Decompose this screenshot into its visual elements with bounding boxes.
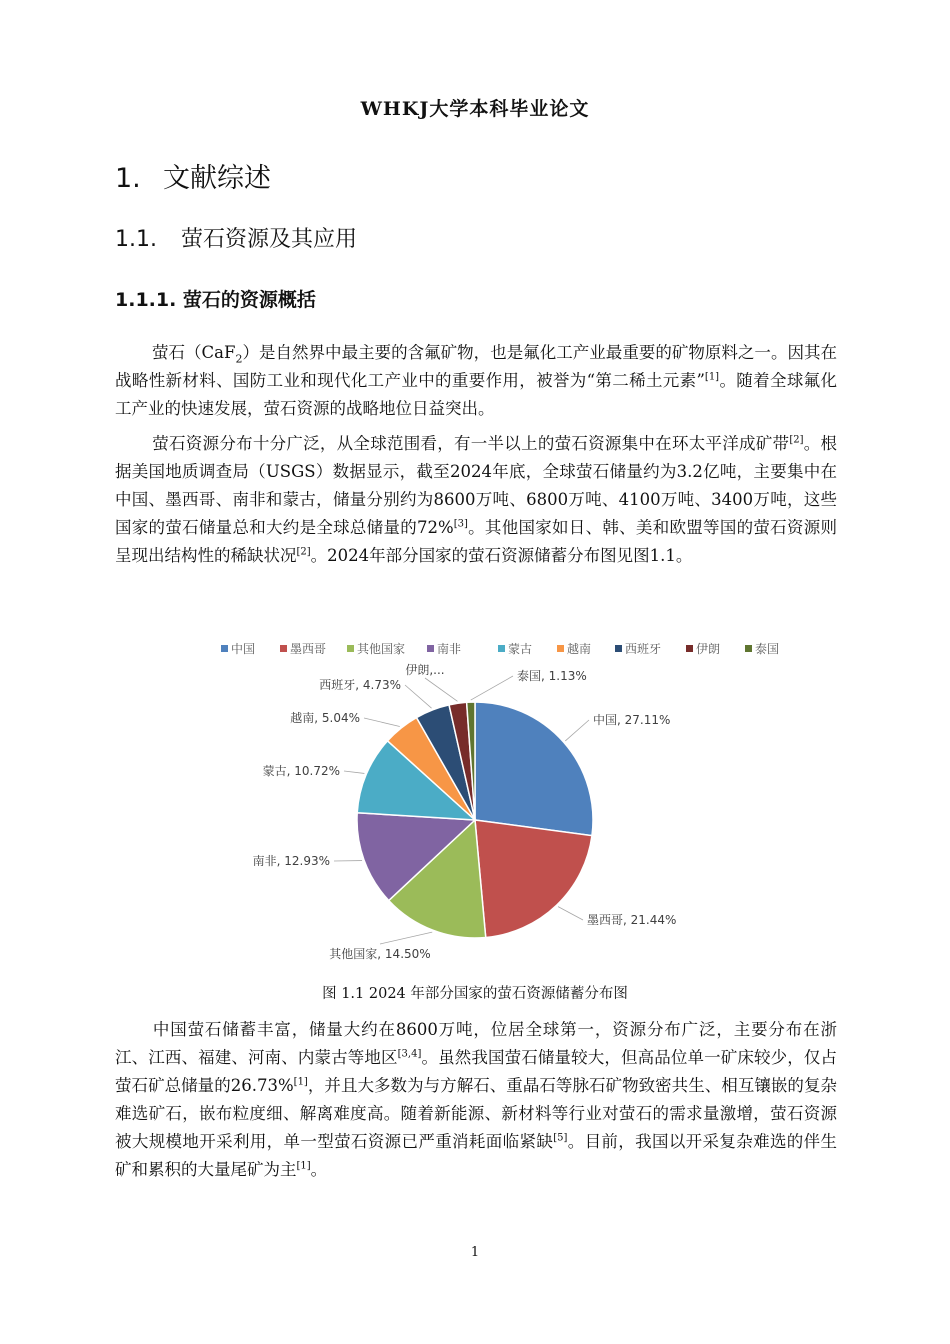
- citation[interactable]: [2]: [296, 546, 311, 558]
- legend-swatch: [280, 645, 287, 652]
- chapter-heading: [115, 156, 271, 195]
- legend-swatch: [557, 645, 564, 652]
- leader-line: [558, 907, 583, 920]
- page-number: 1: [470, 1245, 480, 1260]
- legend-label: 蒙古: [508, 642, 533, 656]
- legend-item: [280, 642, 326, 656]
- pie-chart-svg: [215, 632, 780, 977]
- paragraph-1: 萤石（CaF$_2$）是自然界中最主要的含氟矿物，也是氟化工产业最重要的矿物原料之一。因其在战略性新材料、国防工业和现代化工产业中的重要作用，被誉为“第二稀土元素”[1]。随着全球氟化工产业的快速发展，萤石资源的战略地位日益突出。: [115, 343, 838, 418]
- citation[interactable]: [3,4]: [397, 1048, 422, 1060]
- page-header: WHKJ大学本科毕业论文: [360, 98, 590, 120]
- citation[interactable]: [2]: [789, 434, 804, 446]
- legend-item: [686, 641, 720, 656]
- subsection-heading: 1.1.1. 萤石的资源概括: [115, 289, 316, 311]
- legend-label: 西班牙: [625, 642, 662, 656]
- data-label: 墨西哥, 21.44%: [587, 913, 677, 927]
- legend-label: 越南: [567, 642, 592, 656]
- legend-item: [498, 641, 532, 656]
- legend-item: [557, 641, 591, 656]
- data-label: 中国, 27.11%: [593, 713, 671, 727]
- legend-item: [347, 641, 405, 656]
- legend-label: 南非: [437, 642, 462, 656]
- paragraph-2: 萤石资源分布十分广泛，从全球范围看，有一半以上的萤石资源集中在环太平洋成矿带[2]。根据美国地质调查局（USGS）数据显示，截至2024年底，全球萤石储量约为3.2亿吨，主要集中在中国、墨西哥、南非和蒙古，储量分别约为8600万吨、6800万吨、4100万吨、3400万吨，这些国家的萤石储量总和大约是全球总储量的72%[3]。其他国家如日、韩、美和欧盟等国的萤石资源则呈现出结构性的稀缺状况[2]。2024年部分国家的萤石资源储蓄分布图见图1.1。: [115, 434, 838, 565]
- legend-swatch: [221, 645, 228, 652]
- legend-swatch: [427, 645, 434, 652]
- legend-swatch: [686, 645, 693, 652]
- legend-label: 泰国: [755, 642, 780, 656]
- data-label: 伊朗,...: [405, 663, 445, 677]
- legend-item: [615, 641, 661, 656]
- data-label: 泰国, 1.13%: [517, 669, 587, 683]
- pie-slice: [475, 820, 592, 938]
- legend-item: [427, 641, 461, 656]
- chapter-number: 1.: [115, 163, 141, 194]
- citation[interactable]: [1]: [293, 1076, 308, 1088]
- legend-label: 中国: [231, 642, 256, 656]
- paragraph-3: 中国萤石储蓄丰富，储量大约在8600万吨，位居全球第一，资源分布广泛，主要分布在浙江、江西、福建、河南、内蒙古等地区[3,4]。虽然我国萤石储量较大，但高品位单一矿床较少，仅占萤石矿总储量的26.73%[1]，并且大多数为与方解石、重晶石等脉石矿物致密共生、相互镶嵌的复杂难选矿石，嵌布粒度细、解离难度高。随着新能源、新材料等行业对萤石的需求量激增，萤石资源被大规模地开采利用，单一型萤石资源已严重消耗面临紧缺[5]。目前，我国以开采复杂难选的伴生矿和累积的大量尾矿为主[1]。: [115, 1020, 838, 1179]
- section-heading: [115, 222, 357, 253]
- data-label: 其他国家, 14.50%: [329, 947, 431, 961]
- citation[interactable]: [1]: [296, 1160, 311, 1172]
- section-number: 1.1.: [115, 227, 157, 252]
- data-label: 越南, 5.04%: [290, 711, 360, 725]
- section-title: 萤石资源及其应用: [181, 227, 358, 252]
- figure-caption: 图 1.1 2024 年部分国家的萤石资源储蓄分布图: [322, 986, 628, 1002]
- pie-slice: [475, 702, 593, 836]
- leader-line: [344, 771, 364, 773]
- legend-swatch: [745, 645, 752, 652]
- leader-line: [405, 685, 432, 708]
- leader-line: [471, 676, 513, 700]
- data-label: 南非, 12.93%: [252, 854, 330, 868]
- legend-swatch: [498, 645, 505, 652]
- leader-line: [380, 932, 432, 944]
- citation[interactable]: [1]: [704, 371, 720, 383]
- data-label: 西班牙, 4.73%: [319, 678, 401, 692]
- legend-label: 伊朗: [696, 642, 721, 656]
- citation[interactable]: [3]: [453, 518, 468, 530]
- citation[interactable]: [5]: [553, 1132, 568, 1144]
- legend-swatch: [615, 645, 622, 652]
- leader-line: [565, 720, 589, 741]
- leader-line: [364, 718, 400, 726]
- chapter-title: 文献综述: [163, 163, 271, 194]
- leader-line: [425, 678, 457, 701]
- legend-item: [221, 641, 255, 656]
- legend-item: [745, 642, 779, 656]
- legend-label: 墨西哥: [290, 642, 327, 656]
- data-label: 蒙古, 10.72%: [262, 764, 340, 778]
- legend-swatch: [347, 645, 354, 652]
- pie-chart: [215, 632, 780, 977]
- legend-label: 其他国家: [357, 642, 406, 656]
